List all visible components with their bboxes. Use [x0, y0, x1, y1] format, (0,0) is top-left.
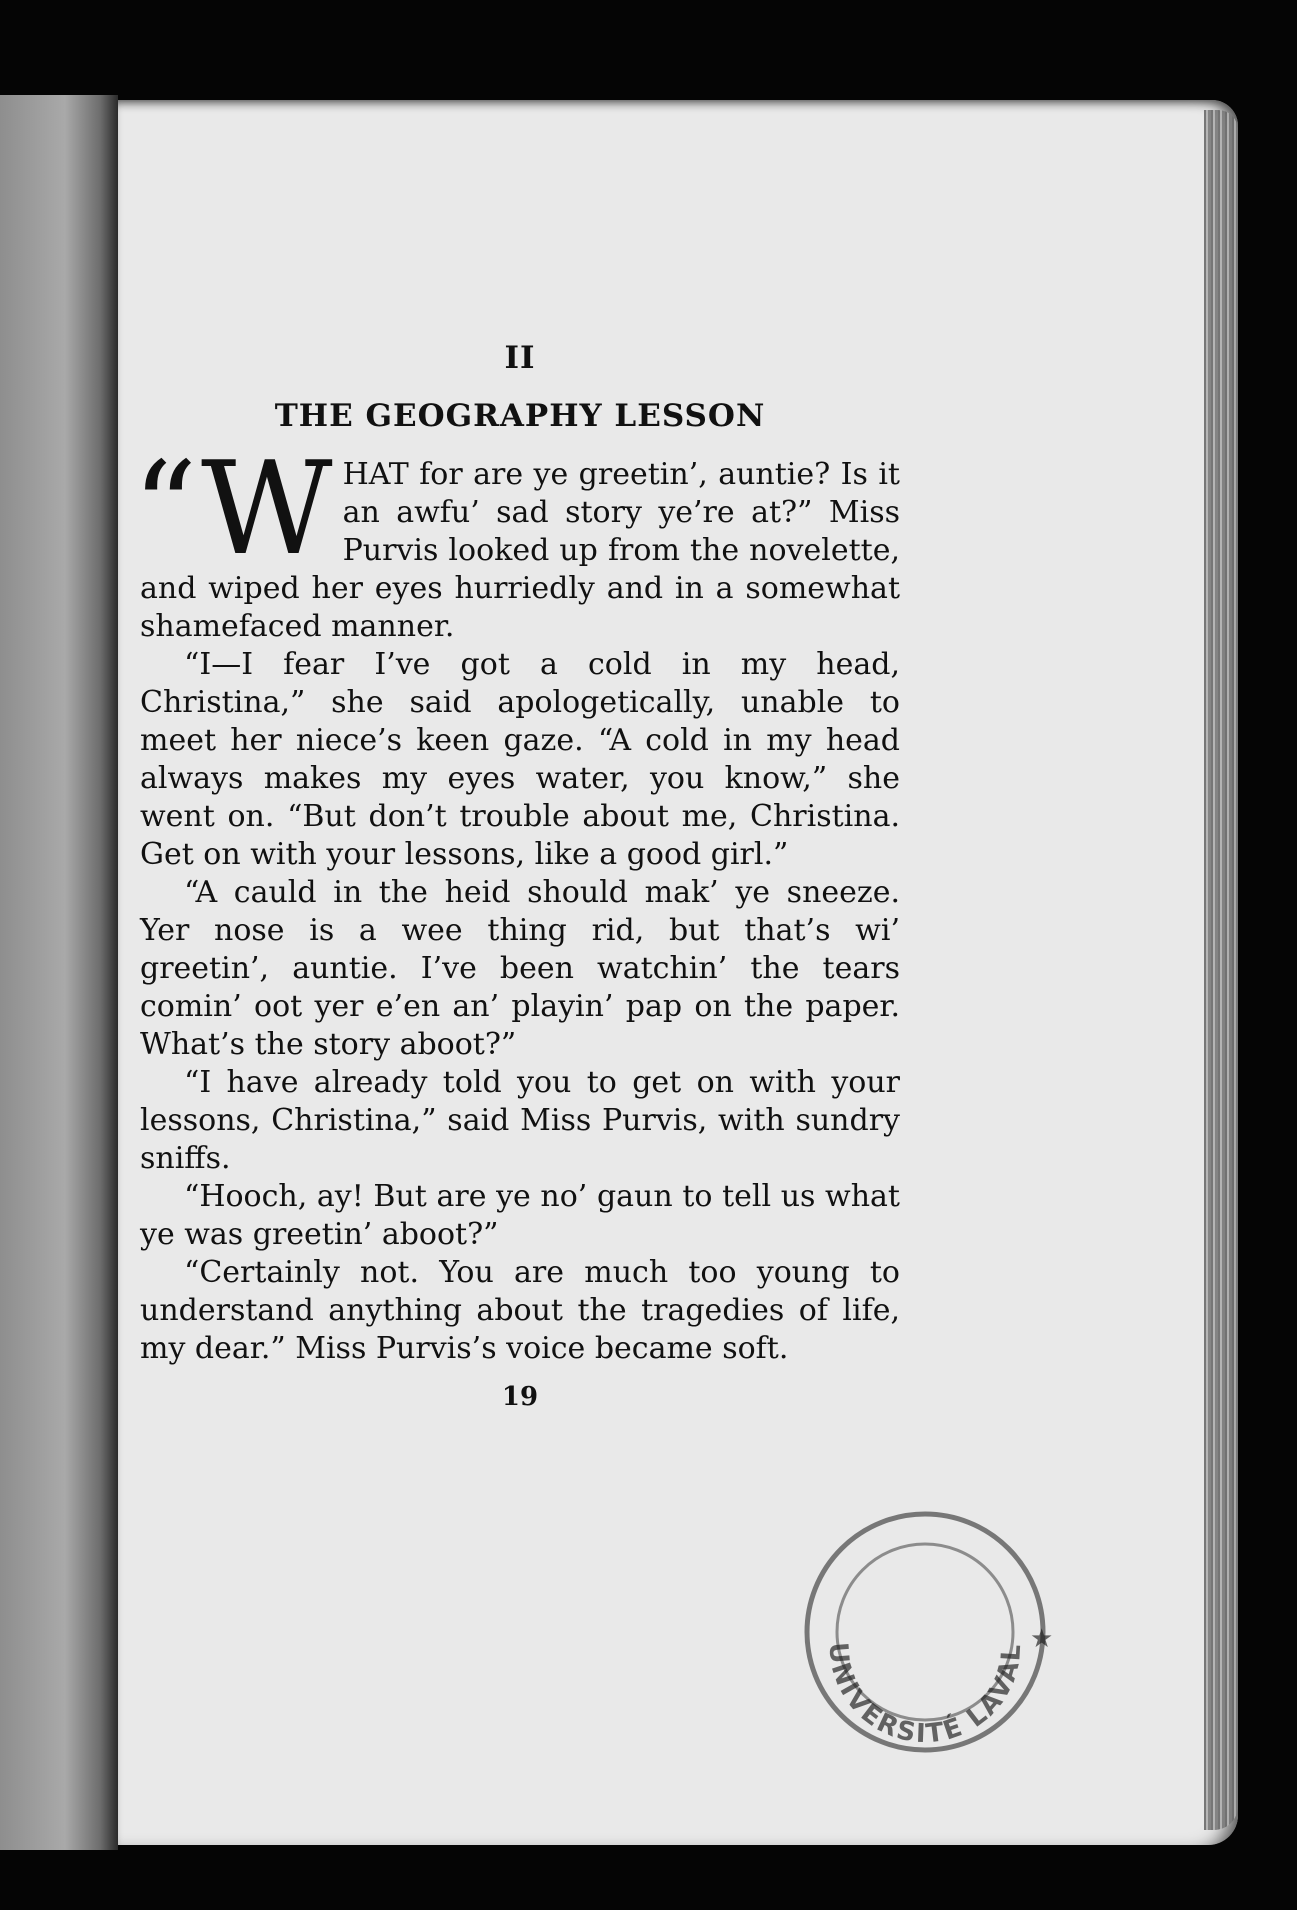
drop-cap: “W	[132, 435, 333, 584]
svg-text:UNIVERSITÉ LAVAL	[822, 1641, 1027, 1749]
paragraph-1	[132, 435, 900, 646]
chapter-title: THE GEOGRAPHY LESSON	[274, 398, 766, 434]
stamp-star-icon: ★	[1030, 1624, 1054, 1654]
chapter-number: II	[504, 340, 536, 376]
paragraph-4: “I have already told you to get on with your lessons, Christina,” said Miss Purvis, with sundry sniffs.	[140, 1065, 900, 1176]
library-stamp	[790, 1497, 1060, 1767]
paragraph-2: “I—I fear I’ve got a cold in my head, Christina,” she said apologetically, unable to meet her niece’s keen gaze. “A cold in my head always makes my eyes water, you know,” she went on. “But don’t trouble about me, Christina. Get on with your lessons, like a good girl.”	[140, 647, 900, 872]
paragraph-5: “Hooch, ay! But are ye no’ gaun to tell us what ye was greetin’ aboot?”	[140, 1179, 900, 1252]
page-text	[132, 340, 900, 1412]
book-left-page-edge	[0, 95, 118, 1850]
page-number: 19	[501, 1382, 539, 1412]
paragraph-3: “A cauld in the heid should mak’ ye sneeze. Yer nose is a wee thing rid, but that’s wi’ greetin’, auntie. I’ve been watchin’ the tears comin’ oot yer e’en an’ playin’ pap on the paper. What’s the story aboot?”	[140, 875, 900, 1062]
stamp-text: UNIVERSITÉ LAVAL	[822, 1641, 1028, 1750]
page-stack-edge	[1204, 110, 1238, 1830]
paragraph-6: “Certainly not. You are much too young to understand anything about the tragedies of life, my dear.” Miss Purvis’s voice became soft.	[140, 1255, 900, 1366]
paragraph-1-text: HAT for are ye greetin’, auntie? Is it an awfu’ sad story ye’re at?” Miss Purvis looked up from the novelette, and wiped her eyes hurriedly and in a somewhat shamefaced manner.	[140, 457, 900, 644]
